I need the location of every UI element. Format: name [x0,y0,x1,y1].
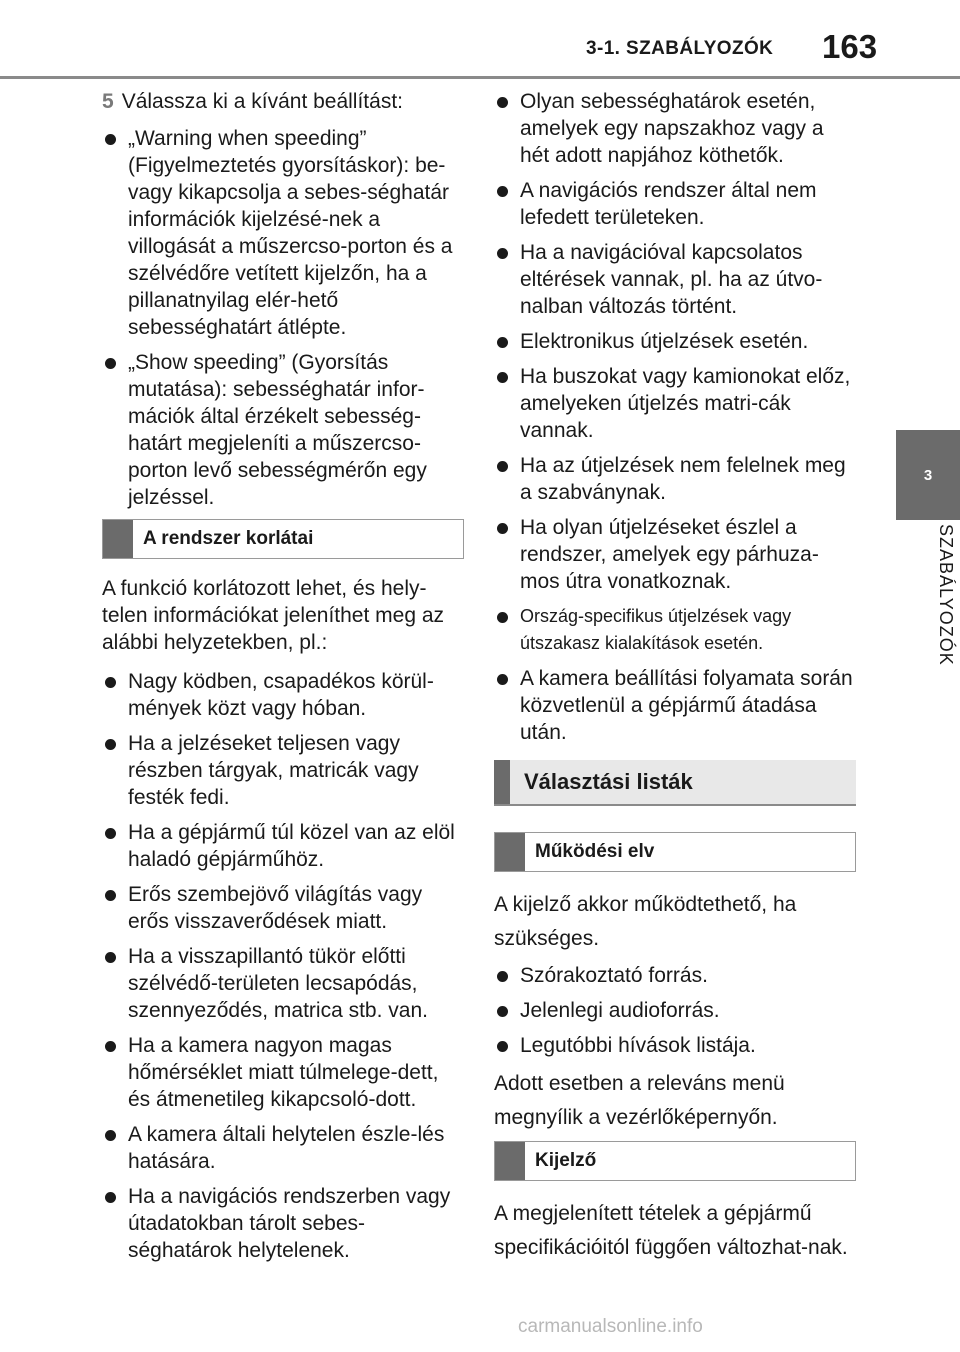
display-heading [494,1141,856,1181]
limits-heading [102,519,464,559]
list-item: Legutóbbi hívások listája. [494,1032,856,1059]
list-item: Erős szembejövő világítás vagy erős visszaverődések miatt. [102,881,464,935]
limits-intro: A funkció korlátozott lehet, és hely-telen információkat jeleníthet meg az alábbi helyzetekben, pl.: [102,577,445,654]
step-options-list [102,125,464,511]
list-item: Nagy ködben, csapadékos körül-mények közt vagy hóban. [102,668,464,722]
list-item: A kamera beállítási folyamata során közvetlenül a gépjármű átadása után. [494,665,856,746]
heading-bar [495,833,525,871]
selection-lists-heading [494,760,856,806]
principle-note: Adott esetben a releváns menü megnyílik a vezérlőképernyőn. [494,1072,785,1129]
chapter-tab [896,430,960,520]
list-item: Ha a jelzéseket teljesen vagy részben tárgyak, matricák vagy festék fedi. [102,730,464,811]
list-item: Ha a gépjármű túl közel van az elöl haladó gépjárműhöz. [102,819,464,873]
chapter-number: 3 [923,466,933,484]
principle-heading [494,832,856,872]
header-divider [0,76,960,79]
list-item: Jelenlegi audioforrás. [494,997,856,1024]
limits-list [102,668,464,1264]
limits-heading-text: A rendszer korlátai [143,528,314,549]
list-item: Ha az útjelzések nem felelnek meg a szabványnak. [494,452,856,506]
list-item: Ha a kamera nagyon magas hőmérséklet miatt túlmelege-dett, és átmenetileg kikapcsoló-dott. [102,1032,464,1113]
list-item: Szórakoztató forrás. [494,962,856,989]
list-item: „Show speeding” (Gyorsítás mutatása): sebességhatár infor-mációk által érzékelt sebesség-határt megjeleníti a műszercso-porton levő sebességmérőn egy jelzéssel. [102,349,464,511]
display-text: A megjelenített tételek a gépjármű specifikációitól függően változhat-nak. [494,1202,848,1259]
list-item: Ha a visszapillantó tükör előtti szélvédő-területen lecsapódás, szennyeződés, matrica stb. van. [102,943,464,1024]
limits-list-continued [494,88,856,746]
list-item: „Warning when speeding” (Figyelmeztetés gyorsításkor): be- vagy kikapcsolja a sebes-séghatár információk kijelzésé-nek a villogását a műszercso-porton és a szélvédőre vetített kijelzőn, ha a pillanatnyilag elér-hető sebességhatárt átlépte. [102,125,464,341]
left-column [102,88,464,1272]
list-item: Olyan sebességhatárok esetén, amelyek egy napszakhoz vagy a hét adott napjához köthetők. [494,88,856,169]
list-item: Ha a navigációval kapcsolatos eltérések vannak, pl. ha az útvo-nalban változás történt. [494,239,856,320]
principle-heading-text: Működési elv [535,841,655,862]
list-item: Ha buszokat vagy kamionokat előz, amelyeken útjelzés matri-cák vannak. [494,363,856,444]
list-item: Ország-specifikus útjelzések vagy útszakasz kialakítások esetén. [494,603,856,657]
list-item: Ha olyan útjelzéseket észlel a rendszer, amelyek egy párhuza-mos útra vonatkoznak. [494,514,856,595]
display-heading-text: Kijelző [535,1150,597,1171]
right-column [494,88,856,1271]
step-text: Válassza ki a kívánt beállítást: [121,90,403,113]
section-title: 3-1. SZABÁLYOZÓK [586,38,774,59]
chapter-label: SZABÁLYOZÓK [936,524,956,666]
list-item: A navigációs rendszer által nem lefedett területeken. [494,177,856,231]
list-item: Ha a navigációs rendszerben vagy útadatokban tárolt sebes-séghatárok helytelenek. [102,1183,464,1264]
page-number: 163 [822,28,878,65]
selection-lists-heading-text: Választási listák [524,769,693,794]
principle-list [494,962,856,1059]
watermark: carmanualsonline.info [518,1316,703,1337]
list-item: Elektronikus útjelzések esetén. [494,328,856,355]
principle-intro: A kijelző akkor működtethető, ha szükséges. [494,893,797,950]
step-number: 5 [102,90,114,113]
list-item: A kamera általi helytelen észle-lés hatására. [102,1121,464,1175]
heading-bar [495,1142,525,1180]
step-5 [102,88,464,115]
heading-bar [494,760,510,804]
heading-bar [103,520,133,558]
